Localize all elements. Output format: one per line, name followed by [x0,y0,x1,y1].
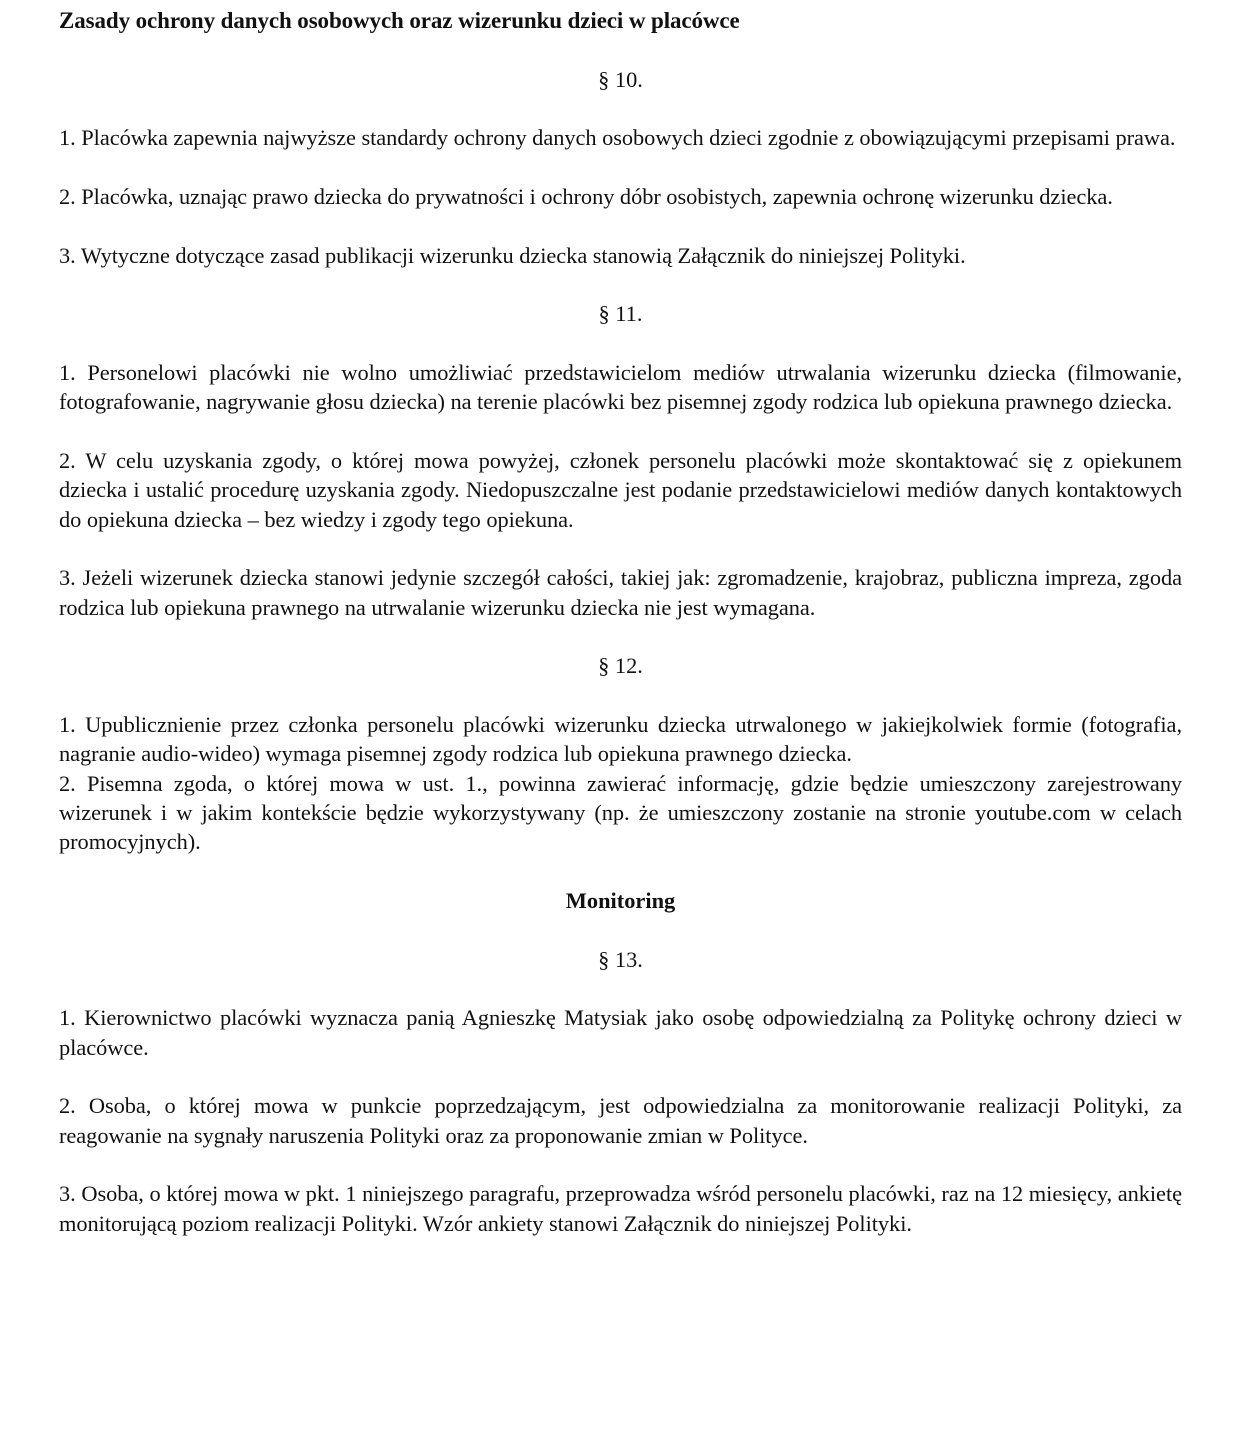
section-10 [59,65,1182,270]
document-title: Zasady ochrony danych osobowych oraz wizerunku dzieci w placówce [59,8,740,33]
document-page [59,6,1182,1238]
section-mark: § 13. [598,946,643,972]
clause-10-1: 1. Placówka zapewnia najwyższe standardy ochrony danych osobowych dzieci zgodnie z obowiązującymi przepisami prawa. [59,125,1176,151]
clause-10-3: 3. Wytyczne dotyczące zasad publikacji wizerunku dziecka stanowią Załącznik do niniejszej Polityki. [59,242,966,268]
section-mark: § 12. [598,653,643,679]
clause-11-1: 1. Personelowi placówki nie wolno umożliwiać przedstawicielom mediów utrwalania wizerunku dziecka (filmowanie, fotografowanie, nagrywanie głosu dziecka) na terenie placówki bez pisemnej zgody rodzica lub opiekuna prawnego dziecka. [59,360,1182,415]
clause-13-3: 3. Osoba, o której mowa w pkt. 1 niniejszego paragrafu, przeprowadza wśród personelu placówki, raz na 12 miesięcy, ankietę monitorującą poziom realizacji Polityki. Wzór ankiety stanowi Załącznik do niniejszej Polityki. [59,1181,1182,1236]
clause-11-3: 3. Jeżeli wizerunek dziecka stanowi jedynie szczegół całości, takiej jak: zgromadzenie, krajobraz, publiczna impreza, zgoda rodzica lub opiekuna prawnego na utrwalanie wizerunku dziecka nie jest wymagana. [59,565,1182,620]
section-mark: § 10. [598,66,643,92]
clause-13-1: 1. Kierownictwo placówki wyznacza panią Agnieszkę Matysiak jako osobę odpowiedzialną za Politykę ochrony dzieci w placówce. [59,1005,1182,1060]
section-13 [59,886,1182,1238]
section-mark: § 11. [598,301,643,327]
clause-12-2: 2. Pisemna zgoda, o której mowa w ust. 1., powinna zawierać informację, gdzie będzie umieszczony zarejestrowany wizerunek i w jakim kontekście będzie wykorzystywany (np. że umieszczony zostanie na stronie youtube.com w celach promocyjnych). [59,770,1182,855]
clause-12-1: 1. Upublicznienie przez członka personelu placówki wizerunku dziecka utrwalonego w jakiejkolwiek formie (fotografia, nagranie audio-wideo) wymaga pisemnej zgody rodzica lub opiekuna prawnego dziecka. [59,712,1182,767]
section-11 [59,299,1182,622]
clause-10-2: 2. Placówka, uznając prawo dziecka do prywatności i ochrony dóbr osobistych, zapewnia ochronę wizerunku dziecka. [59,184,1113,210]
section-heading-monitoring: Monitoring [565,887,676,913]
section-12 [59,651,1182,856]
clause-11-2: 2. W celu uzyskania zgody, o której mowa powyżej, członek personelu placówki może skontaktować się z opiekunem dziecka i ustalić procedurę uzyskania zgody. Niedopuszczalne jest podanie przedstawicielowi mediów danych kontaktowych do opiekuna dziecka – bez wiedzy i zgody tego opiekuna. [59,448,1182,532]
clause-13-2: 2. Osoba, o której mowa w punkcie poprzedzającym, jest odpowiedzialna za monitorowanie realizacji Polityki, za reagowanie na sygnały naruszenia Polityki oraz za proponowanie zmian w Polityce. [59,1093,1182,1148]
